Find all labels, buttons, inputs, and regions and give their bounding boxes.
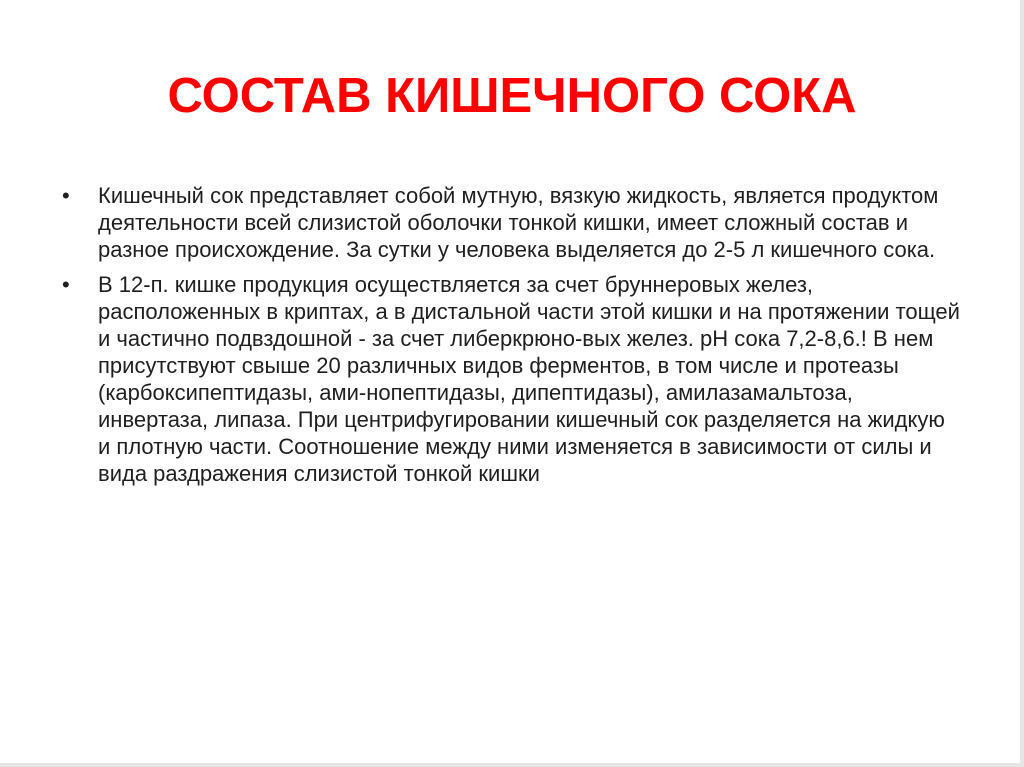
bullet-item-2 bbox=[56, 271, 961, 487]
bullet-marker: • bbox=[62, 272, 70, 297]
bullet-item-text: В 12-п. кишке продукция осуществляется за счет бруннеровых желез, расположенных в криптах, а в дистальной части этой кишки и на протяжении тощей и частично подвздошной - за счет либеркрюно-вых желез. pH сока 7,2-8,6.! В нем присутствуют свыше 20 различных видов ферментов, в том числе и протеазы (карбоксипептидазы, ами-нопептидазы, дипептидазы), амилазамальтоза, инвертаза, липаза. При центрифугировании кишечный сок разделяется на жидкую и плотную части. Соотношение между ними изменяется в зависимости от силы и вида раздражения слизистой тонкой кишки bbox=[98, 272, 960, 486]
slide-frame-bottom-edge bbox=[0, 763, 1024, 767]
bullet-item-text: Кишечный сок представляет собой мутную, вязкую жидкость, является продуктом деятельности всей слизистой оболочки тонкой кишки, имеет сложный состав и разное происхождение. За сутки у человека выделяется до 2-5 л кишечного сока. bbox=[98, 183, 939, 262]
bullet-list bbox=[56, 182, 961, 495]
bullet-marker: • bbox=[62, 183, 70, 208]
bullet-item-1 bbox=[56, 182, 961, 263]
slide-title: СОСТАВ КИШЕЧНОГО СОКА bbox=[167, 69, 857, 123]
